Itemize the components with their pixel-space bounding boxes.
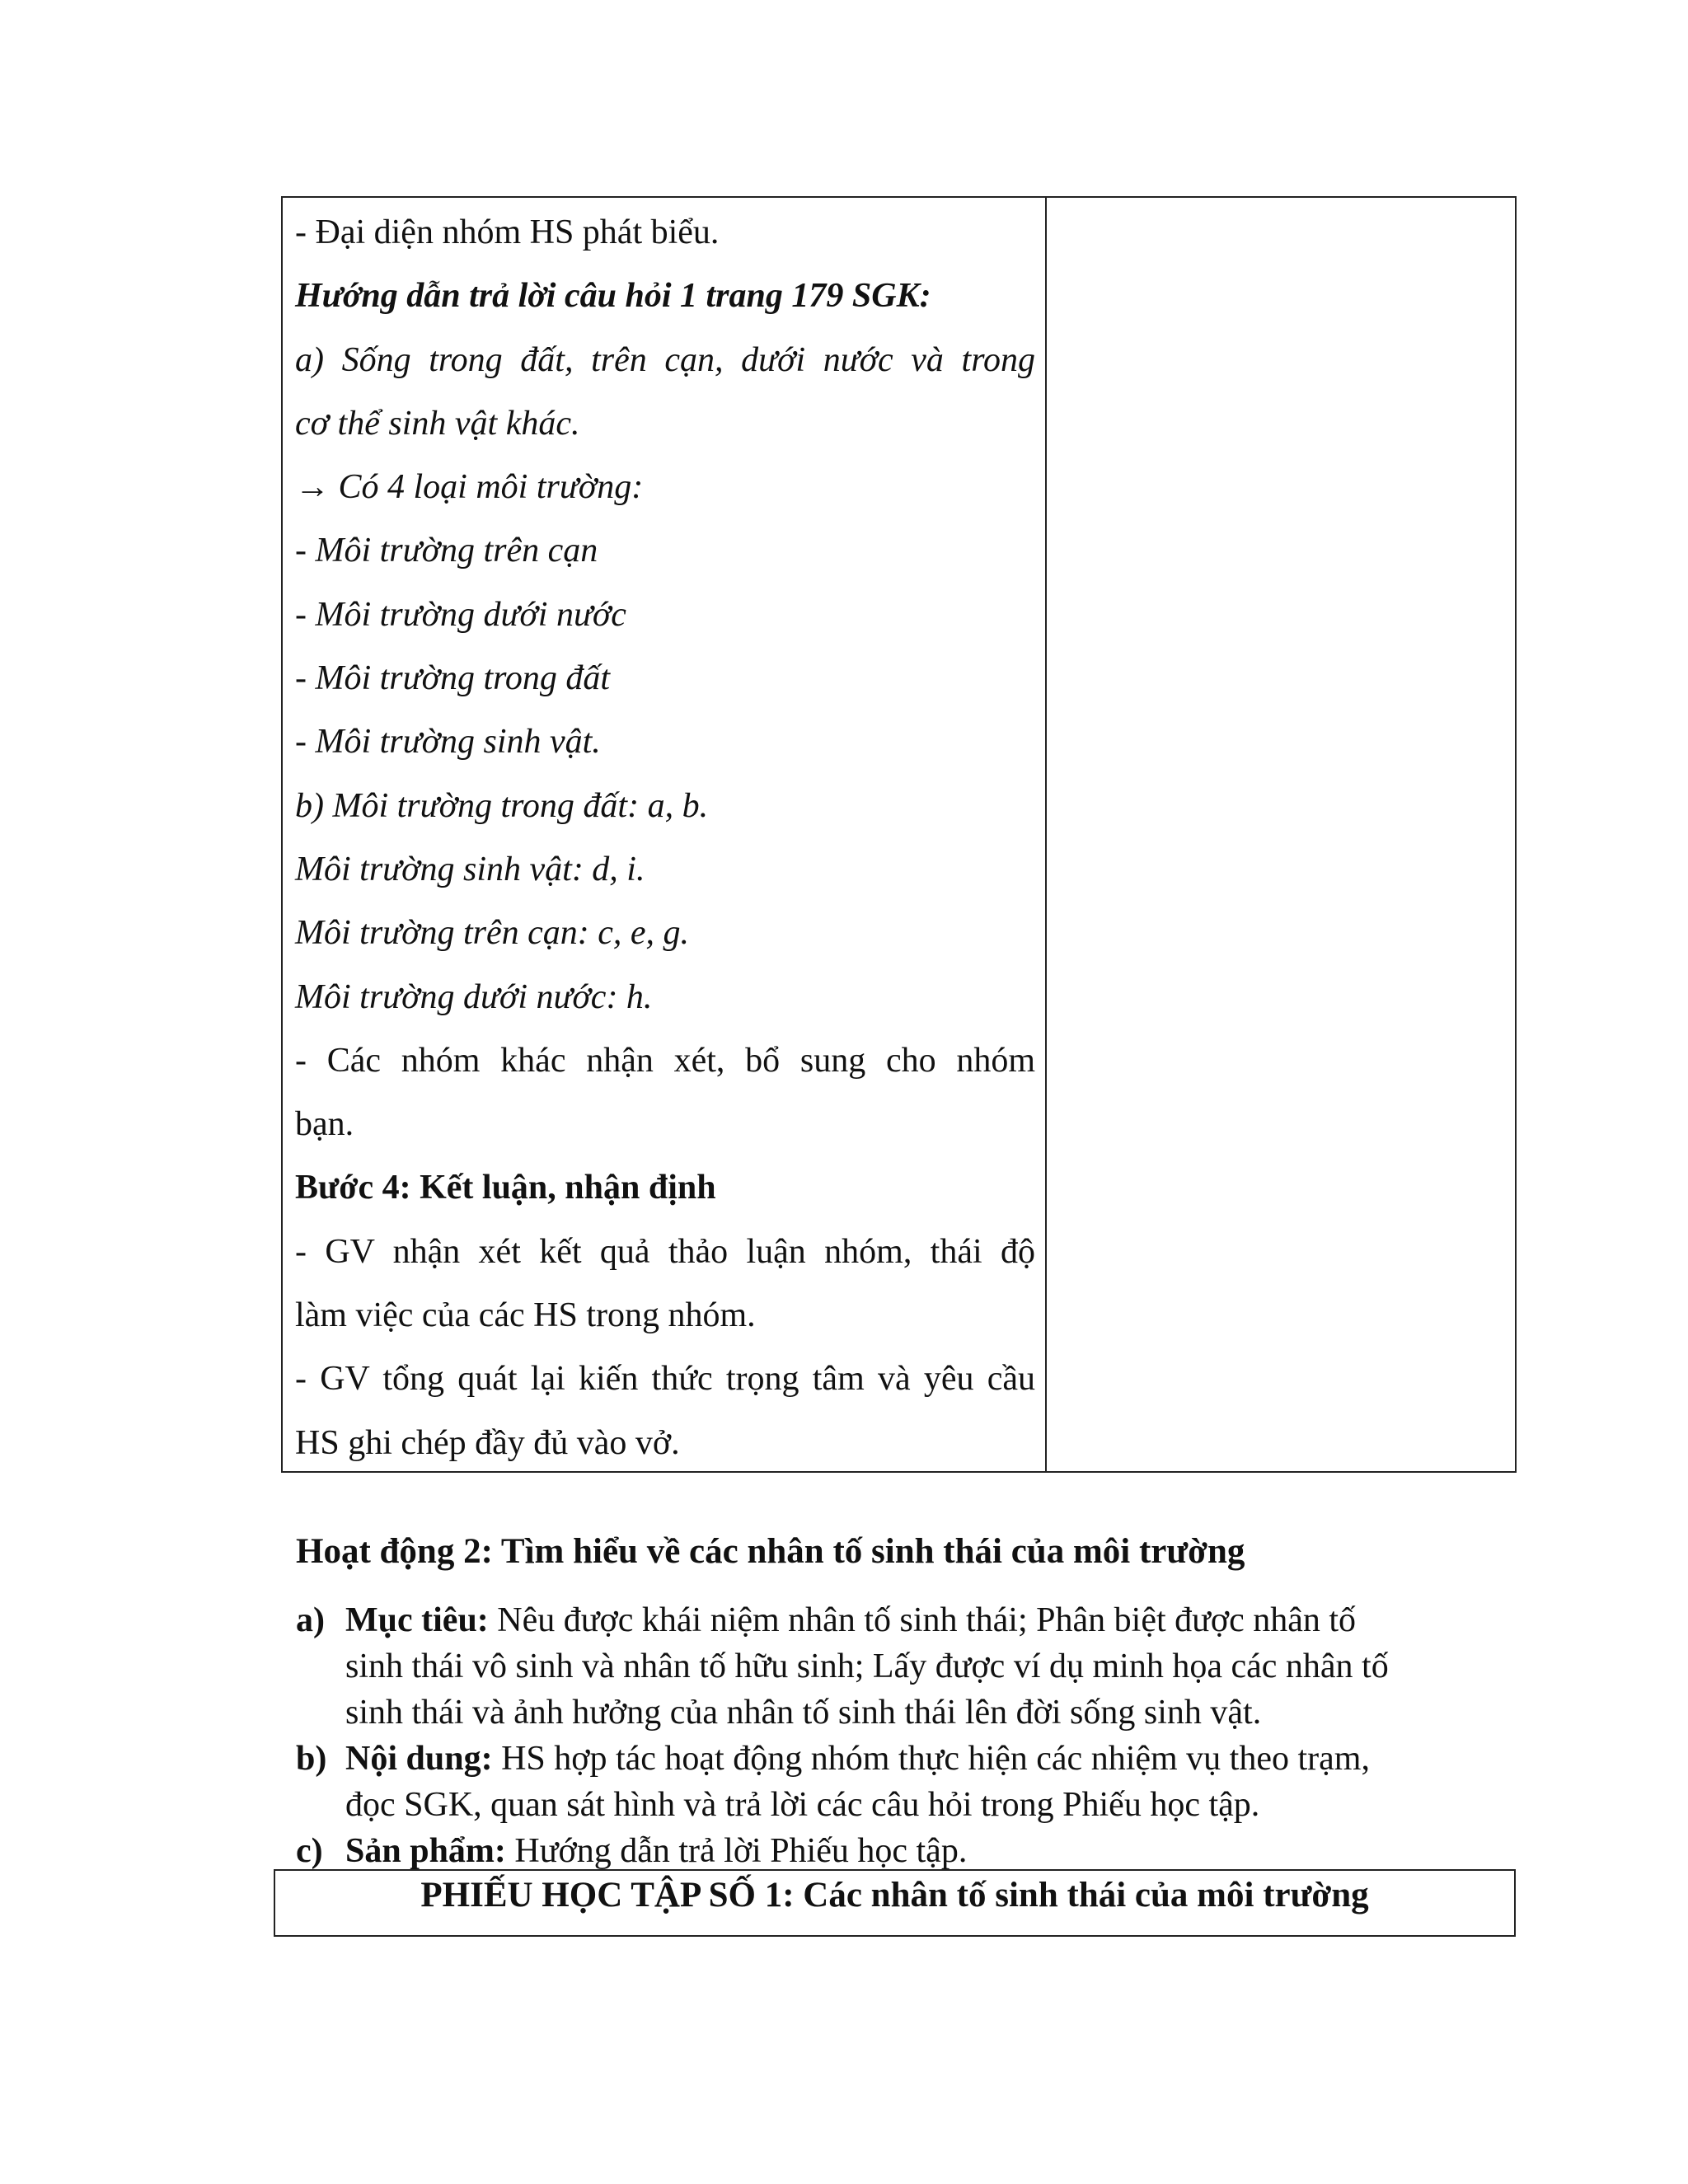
activity-2-list	[296, 1597, 1466, 1874]
list-item-text: Nêu được khái niệm nhân tố sinh thái; Phân biệt được nhân tố	[488, 1601, 1357, 1639]
table-line: - GV tổng quát lại kiến thức trọng tâm và yêu cầu	[295, 1360, 1035, 1399]
table-line: cơ thể sinh vật khác.	[295, 404, 580, 443]
activity-table-left-cell	[295, 201, 1035, 1475]
list-item-label: Mục tiêu:	[345, 1601, 489, 1639]
table-line-step-heading: Bước 4: Kết luận, nhận định	[295, 1169, 716, 1207]
table-line: - Môi trường sinh vật.	[295, 723, 601, 762]
list-item-label: Sản phẩm:	[345, 1832, 506, 1870]
list-marker: c)	[296, 1832, 323, 1870]
table-line: b) Môi trường trong đất: a, b.	[295, 786, 709, 825]
table-line: - Môi trường dưới nước	[295, 595, 626, 634]
table-line: - Môi trường trên cạn	[295, 532, 598, 570]
worksheet-title: PHIẾU HỌC TẬP SỐ 1: Các nhân tố sinh thái của môi trường	[420, 1876, 1369, 1915]
list-item-text: HS hợp tác hoạt động nhóm thực hiện các nhiệm vụ theo trạm,	[492, 1740, 1370, 1778]
table-line: bạn.	[295, 1105, 354, 1144]
list-item-objective	[296, 1597, 1466, 1736]
table-line: làm việc của các HS trong nhóm.	[295, 1296, 756, 1335]
table-line: → Có 4 loại môi trường:	[295, 468, 644, 507]
list-item-text: Hướng dẫn trả lời Phiếu học tập.	[505, 1832, 968, 1870]
activity-table	[281, 196, 1517, 1473]
table-line: a) Sống trong đất, trên cạn, dưới nước và trong	[295, 340, 1035, 379]
table-line: - Môi trường trong đất	[295, 659, 611, 698]
table-line: Môi trường dưới nước: h.	[295, 977, 653, 1016]
worksheet-title-box	[274, 1869, 1516, 1937]
list-marker: b)	[296, 1740, 327, 1778]
list-item-label: Nội dung:	[345, 1740, 493, 1778]
list-item-content	[296, 1736, 1466, 1828]
list-item-text: sinh thái và ảnh hưởng của nhân tố sinh thái lên đời sống sinh vật.	[345, 1694, 1262, 1732]
table-line: Môi trường sinh vật: d, i.	[295, 850, 645, 888]
list-marker: a)	[296, 1601, 325, 1639]
list-item-text: sinh thái vô sinh và nhân tố hữu sinh; Lấy được ví dụ minh họa các nhân tố	[345, 1647, 1389, 1685]
table-line-answer-heading: Hướng dẫn trả lời câu hỏi 1 trang 179 SGK:	[295, 277, 931, 316]
list-item-product	[296, 1828, 1466, 1874]
table-line: - Các nhóm khác nhận xét, bổ sung cho nhóm	[295, 1041, 1035, 1080]
table-line: HS ghi chép đầy đủ vào vở.	[295, 1423, 680, 1462]
table-line: - Đại diện nhóm HS phát biểu.	[295, 213, 720, 251]
column-divider	[1045, 198, 1047, 1471]
activity-2-heading: Hoạt động 2: Tìm hiểu về các nhân tố sinh thái của môi trường	[296, 1532, 1245, 1571]
list-item-text: đọc SGK, quan sát hình và trả lời các câu hỏi trong Phiếu học tập.	[345, 1786, 1260, 1824]
table-line: Môi trường trên cạn: c, e, g.	[295, 914, 690, 953]
table-line: - GV nhận xét kết quả thảo luận nhóm, thái độ	[295, 1232, 1035, 1271]
